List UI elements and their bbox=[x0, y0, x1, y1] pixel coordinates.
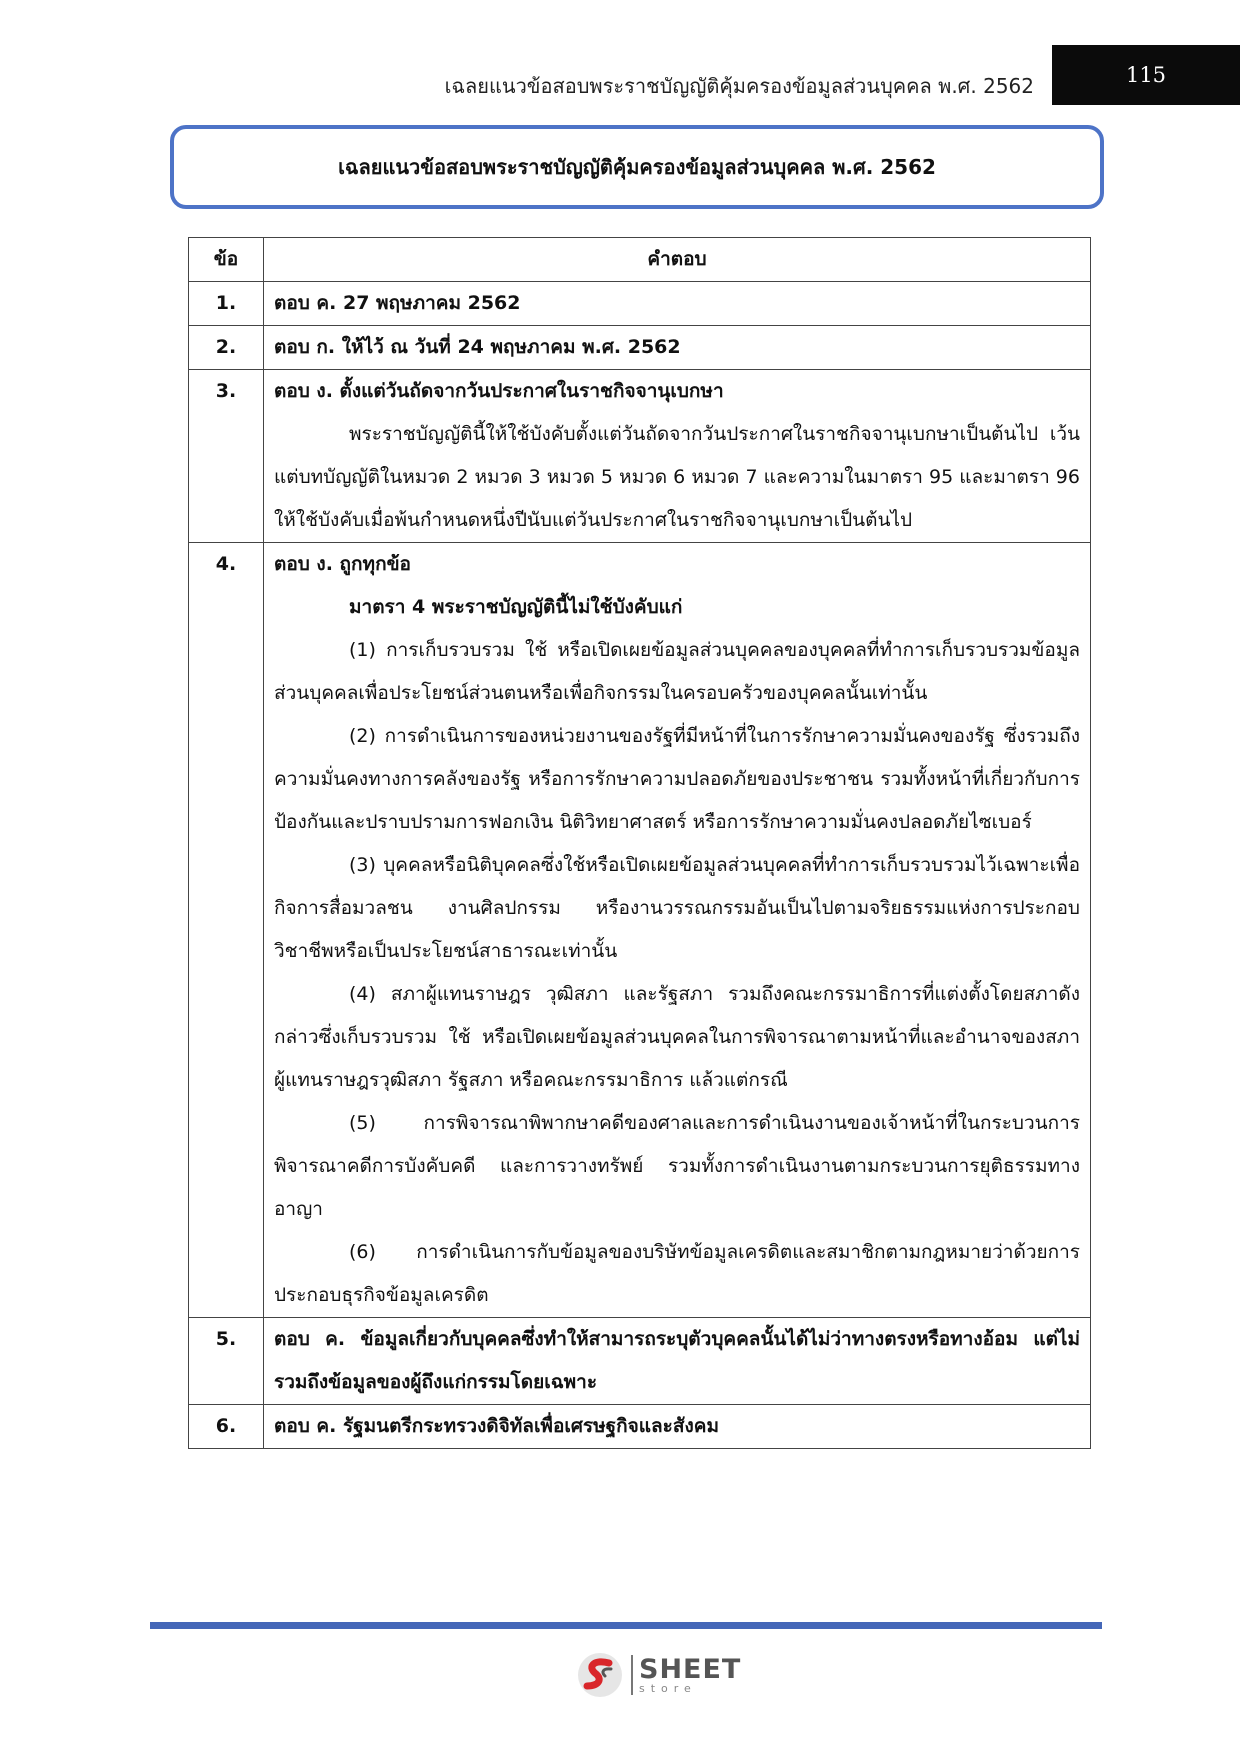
answer-text: ตอบ ค. ข้อมูลเกี่ยวกับบุคคลซึ่งทำให้สามารถระบุตัวบุคคลนั้นได้ไม่ว่าทางตรงหรือทางอ้อม แต่ไม่รวมถึงข้อมูลของผู้ถึงแก่กรรมโดยเฉพาะ bbox=[274, 1328, 1080, 1393]
logo-subtext: store bbox=[639, 1682, 697, 1695]
logo-wordmark: SHEET bbox=[639, 1654, 742, 1685]
answer-text: ตอบ ค. 27 พฤษภาคม 2562 bbox=[274, 292, 521, 314]
answer-text: ตอบ ค. รัฐมนตรีกระทรวงดิจิทัลเพื่อเศรษฐกิจและสังคม bbox=[274, 1415, 719, 1437]
table-row bbox=[189, 370, 1091, 543]
sheet-store-logo bbox=[575, 1650, 741, 1700]
section-heading: มาตรา 4 พระราชบัญญัตินี้ไม่ใช้บังคับแก่ bbox=[349, 596, 683, 618]
answer-explanation: พระราชบัญญัตินี้ให้ใช้บังคับตั้งแต่วันถัดจากวันประกาศในราชกิจจานุเบกษาเป็นต้นไป เว้นแต่บทบัญญัติในหมวด 2 หมวด 3 หมวด 5 หมวด 6 หมวด 7 และความในมาตรา 95 และมาตรา 96 ให้ใช้บังคับเมื่อพ้นกำหนดหนึ่งปีนับแต่วันประกาศในราชกิจจานุเบกษาเป็นต้นไป bbox=[274, 423, 1080, 531]
sheet-store-logo-icon bbox=[575, 1650, 625, 1700]
table-row bbox=[189, 1405, 1091, 1449]
page-title: เฉลยแนวข้อสอบพระราชบัญญัติคุ้มครองข้อมูลส่วนบุคคล พ.ศ. 2562 bbox=[338, 155, 936, 179]
question-number: 3. bbox=[189, 370, 264, 543]
answer-text: ตอบ ง. ถูกทุกข้อ bbox=[274, 553, 411, 575]
table-row bbox=[189, 326, 1091, 370]
column-header-number: ข้อ bbox=[189, 238, 264, 282]
table-row bbox=[189, 282, 1091, 326]
page-number: 115 bbox=[1052, 45, 1240, 105]
question-number: 2. bbox=[189, 326, 264, 370]
page-title-box bbox=[170, 125, 1104, 209]
exemption-item-5: (5) การพิจารณาพิพากษาคดีของศาลและการดำเนินงานของเจ้าหน้าที่ในกระบวนการพิจารณาคดีการบังคับคดี และการวางทรัพย์ รวมทั้งการดำเนินงานตามกระบวนการยุติธรรมทางอาญา bbox=[274, 1112, 1080, 1220]
question-number: 1. bbox=[189, 282, 264, 326]
answer-text: ตอบ ก. ให้ไว้ ณ วันที่ 24 พฤษภาคม พ.ศ. 2562 bbox=[274, 336, 681, 358]
footer-rule bbox=[150, 1622, 1102, 1629]
answer-table bbox=[188, 237, 1091, 1449]
table-row bbox=[189, 543, 1091, 1318]
question-number: 6. bbox=[189, 1405, 264, 1449]
question-number: 5. bbox=[189, 1318, 264, 1405]
table-row bbox=[189, 1318, 1091, 1405]
running-header-title: เฉลยแนวข้อสอบพระราชบัญญัติคุ้มครองข้อมูลส่วนบุคคล พ.ศ. 2562 bbox=[444, 74, 1034, 98]
logo-divider bbox=[631, 1655, 633, 1695]
exemption-item-3: (3) บุคคลหรือนิติบุคคลซึ่งใช้หรือเปิดเผยข้อมูลส่วนบุคคลที่ทำการเก็บรวบรวมไว้เฉพาะเพื่อกิจการสื่อมวลชน งานศิลปกรรม หรืองานวรรณกรรมอันเป็นไปตามจริยธรรมแห่งการประกอบวิชาชีพหรือเป็นประโยชน์สาธารณะเท่านั้น bbox=[274, 854, 1080, 962]
table-header-row bbox=[189, 238, 1091, 282]
exemption-item-4: (4) สภาผู้แทนราษฎร วุฒิสภา และรัฐสภา รวมถึงคณะกรรมาธิการที่แต่งตั้งโดยสภาดังกล่าวซึ่งเก็บรวบรวม ใช้ หรือเปิดเผยข้อมูลส่วนบุคคลในการพิจารณาตามหน้าที่และอำนาจของสภาผู้แทนราษฎรวุฒิสภา รัฐสภา หรือคณะกรรมาธิการ แล้วแต่กรณี bbox=[274, 983, 1080, 1091]
exemption-item-6: (6) การดำเนินการกับข้อมูลของบริษัทข้อมูลเครดิตและสมาชิกตามกฎหมายว่าด้วยการประกอบธุรกิจข้อมูลเครดิต bbox=[274, 1241, 1080, 1306]
answer-text: ตอบ ง. ตั้งแต่วันถัดจากวันประกาศในราชกิจจานุเบกษา bbox=[274, 380, 724, 402]
exemption-item-2: (2) การดำเนินการของหน่วยงานของรัฐที่มีหน้าที่ในการรักษาความมั่นคงของรัฐ ซึ่งรวมถึงความมั่นคงทางการคลังของรัฐ หรือการรักษาความปลอดภัยของประชาชน รวมทั้งหน้าที่เกี่ยวกับการป้องกันและปราบปรามการฟอกเงิน นิติวิทยาศาสตร์ หรือการรักษาความมั่นคงปลอดภัยไซเบอร์ bbox=[274, 725, 1080, 833]
question-number: 4. bbox=[189, 543, 264, 1318]
column-header-answer: คำตอบ bbox=[264, 238, 1091, 282]
exemption-item-1: (1) การเก็บรวบรวม ใช้ หรือเปิดเผยข้อมูลส่วนบุคคลของบุคคลที่ทำการเก็บรวบรวมข้อมูลส่วนบุคคลเพื่อประโยชน์ส่วนตนหรือเพื่อกิจกรรมในครอบครัวของบุคคลนั้นเท่านั้น bbox=[274, 639, 1080, 704]
